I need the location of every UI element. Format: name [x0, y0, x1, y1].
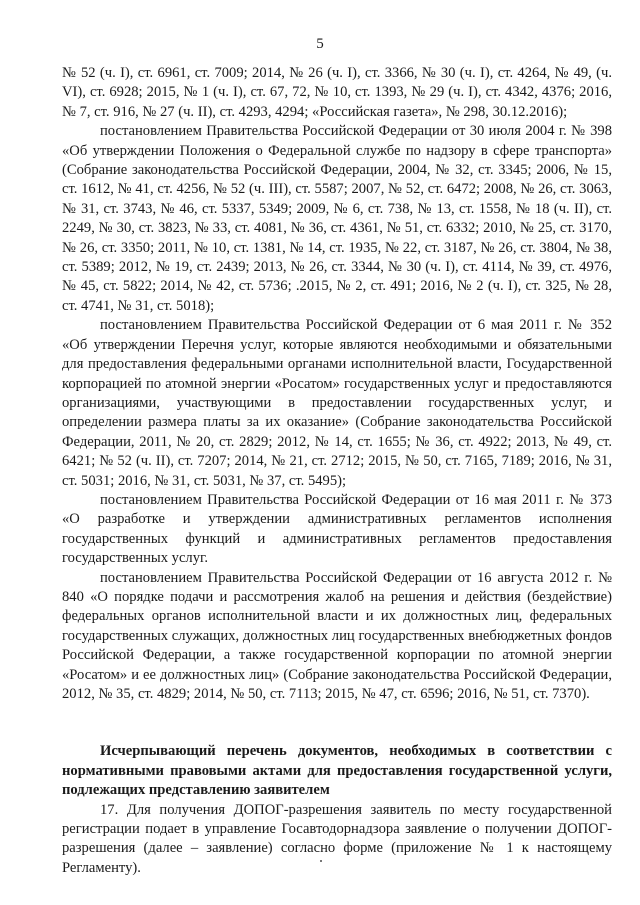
section-heading: Исчерпывающий перечень документов, необходимых в соответствии с нормативными правовыми актами для предоставления государственной услуги, подлежащих представлению заявителем [62, 743, 612, 799]
document-body [62, 64, 612, 878]
paragraph-decree-373: постановлением Правительства Российской Федерации от 16 мая 2011 г. № 373 «О разработке и утверждении административных регламентов исполнения государственных функций и административных регламентов предоставления государственных услуг. [62, 491, 612, 567]
paragraph-17: 17. Для получения ДОПОГ-разрешения заявитель по месту государственной регистрации подает в управление Госавтодорнадзора заявление о получении ДОПОГ-разрешения (далее – заявление) согласно форме (приложение № 1 к настоящему Регламенту). [62, 801, 612, 876]
paragraph-decree-398: постановлением Правительства Российской Федерации от 30 июля 2004 г. № 398 «Об утверждении Положения о Федеральной службе по надзору в сфере транспорта» (Собрание законодательства Российской Федерации, 2004, № 32, ст. 3345; 2006, № 15, ст. 1612, № 41, ст. 4256, № 52 (ч. III), ст. 5587; 2007, № 52, ст. 6472; 2008, № 26, ст. 3063, № 31, ст. 3743, № 46, ст. 5337, 5349; 2009, № 6, ст. 738, № 13, ст. 1558, № 18 (ч. II), ст. 2249, № 30, ст. 3823, № 33, ст. 4081, № 36, ст. 4361, № 51, ст. 6332; 2010, № 25, ст. 3170, № 26, ст. 3350; 2011, № 10, ст. 1381, № 14, ст. 1935, № 22, ст. 3187, № 26, ст. 3804, № 38, ст. 5389; 2012, № 19, ст. 2439; 2013, № 26, ст. 3344, № 30 (ч. I), ст. 4114, № 39, ст. 4976, № 45, ст. 5822; 2014, № 42, ст. 5736; .2015, № 2, ст. 491; 2016, № 2 (ч. I), ст. 325, № 28, ст. 4741, № 31, ст. 5018); [62, 123, 612, 314]
scan-artifact [320, 860, 322, 862]
section-spacer [62, 704, 612, 723]
page-number: 5 [316, 36, 324, 52]
paragraph-decree-352: постановлением Правительства Российской Федерации от 6 мая 2011 г. № 352 «Об утверждении Перечня услуг, которые являются необходимыми и обязательными для предоставления федеральными органами исполнительной власти, Государственной корпорацией по атомной энергии «Росатом» государственных услуг и предоставляются организациями, участвующими в предоставлении государственных услуг, и определении размера платы за их оказание» (Собрание законодательства Российской Федерации, 2011, № 20, ст. 2829; 2012, № 14, ст. 1655; № 36, ст. 4922; 2013, № 49, ст. 6421; № 52 (ч. II), ст. 7207; 2014, № 21, ст. 2712; 2015, № 50, ст. 7165, 7189; 2016, № 31, ст. 5031; 2016, № 31, ст. 5031, № 37, ст. 5495); [62, 317, 612, 489]
paragraph-decree-840: постановлением Правительства Российской Федерации от 16 августа 2012 г. № 840 «О порядке подачи и рассмотрения жалоб на решения и действия (бездействие) федеральных органов исполнительной власти и их должностных лиц, федеральных государственных служащих, должностных лиц государственных внебюджетных фондов Российской Федерации, а также государственной корпорации по атомной энергии «Росатом» и ее должностных лиц» (Собрание законодательства Российской Федерации, 2012, № 35, ст. 4829; 2014, № 50, ст. 7113; 2015, № 47, ст. 6596; 2016, № 51, ст. 7370). [62, 569, 612, 702]
paragraph-continuation: № 52 (ч. I), ст. 6961, ст. 7009; 2014, № 26 (ч. I), ст. 3366, № 30 (ч. I), ст. 4264, № 49, (ч. VI), ст. 6928; 2015, № 1 (ч. I), ст. 67, 72, № 10, ст. 1393, № 29 (ч. I), ст. 4342, 4376; 2016, № 7, ст. 916, № 27 (ч. II), ст. 4293, 4294; «Российская газета», № 298, 30.12.2016); [62, 65, 612, 120]
